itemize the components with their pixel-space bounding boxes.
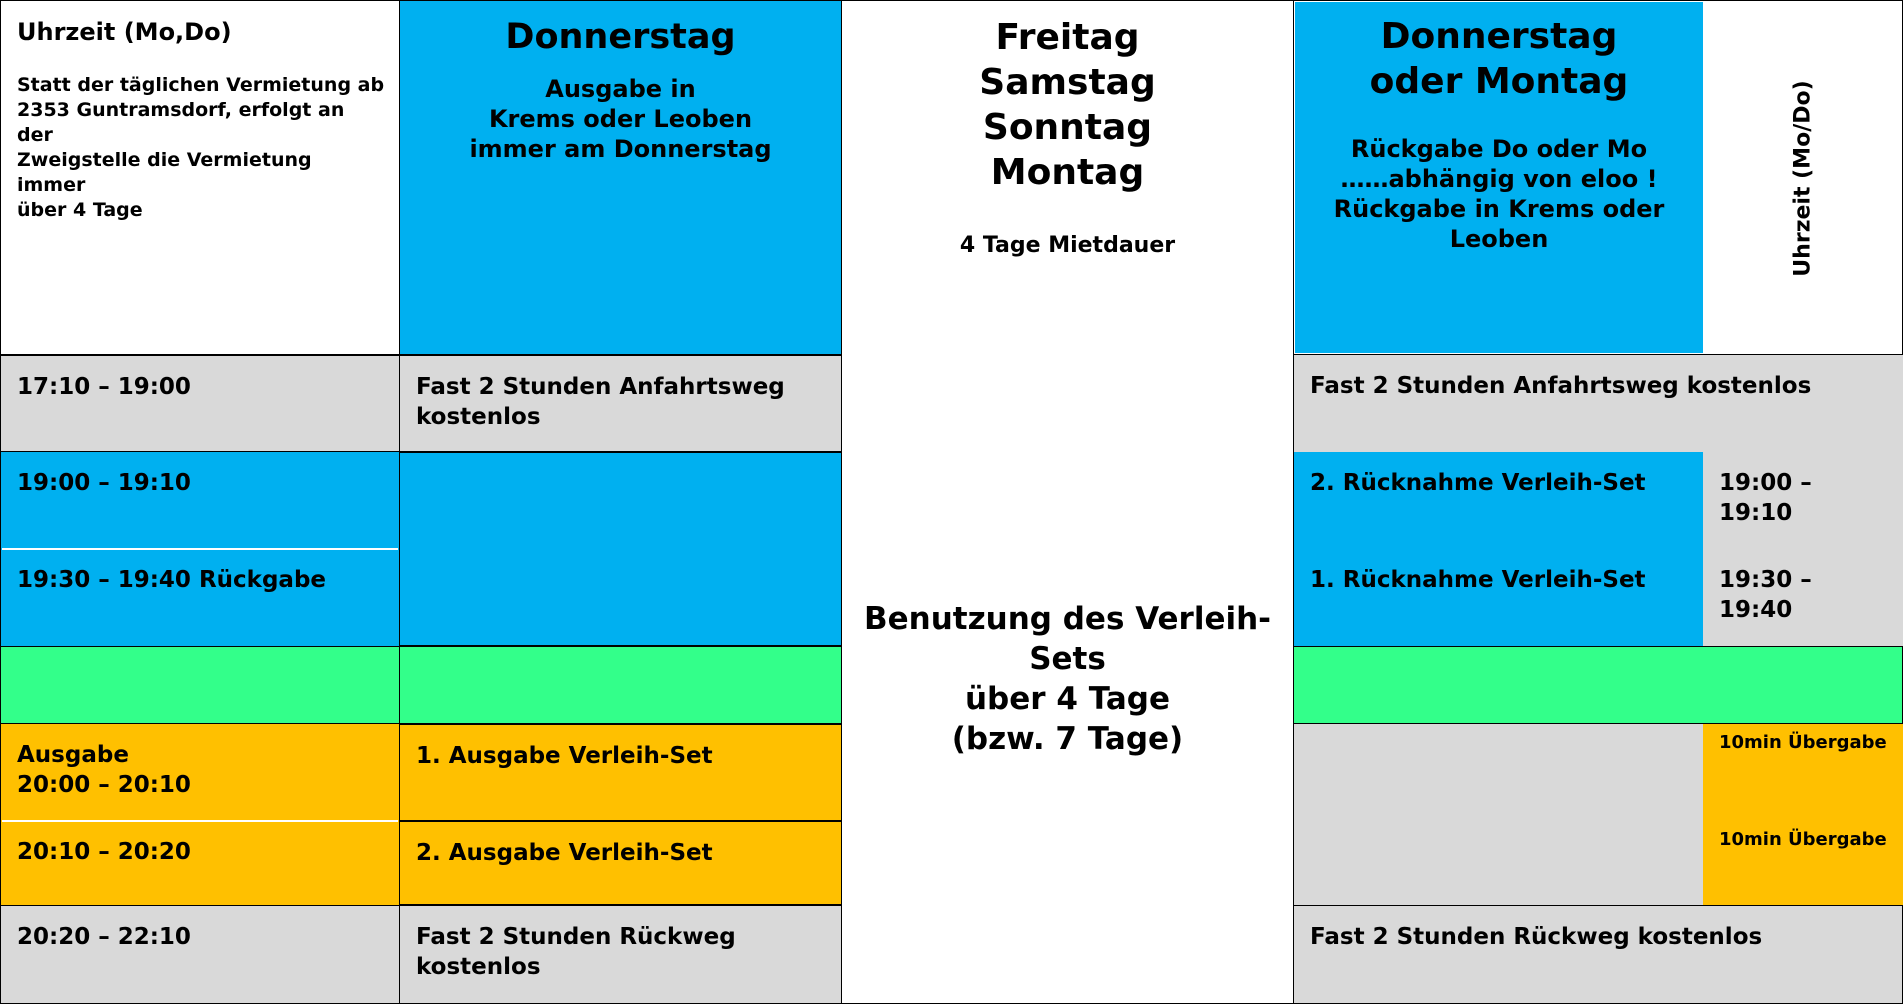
return-sub: Rückgabe Do oder Mo ……abhängig von eloo ! Rückgabe in Krems oder Leoben [1333, 135, 1665, 253]
ruecknahme-2-cell: 2. Rücknahme Verleih-Set [1293, 452, 1703, 549]
return-time-1900: 19:00 – 19:10 [1703, 452, 1903, 549]
time-row-1930: 19:30 – 19:40 Rückgabe [0, 549, 400, 646]
time-row-rueckweg: 20:20 – 22:10 [0, 905, 400, 1004]
uebergabe-1-cell: 10min Übergabe [1703, 724, 1903, 821]
time-row-break [0, 646, 400, 724]
time-header-rotated: Uhrzeit (Mo/Do) [1790, 80, 1816, 277]
donnerstag-green-row [399, 646, 842, 724]
time-row-ausgabe-2: 20:10 – 20:20 [0, 821, 400, 905]
row-separator [2, 820, 398, 822]
donnerstag-title: Donnerstag [505, 17, 736, 57]
donnerstag-header-cell [399, 0, 842, 355]
return-rueckweg-cell: Fast 2 Stunden Rückweg kostenlos [1293, 905, 1903, 1004]
ausgabe-1-cell: 1. Ausgabe Verleih-Set [399, 724, 842, 821]
donnerstag-blue-block [399, 452, 842, 646]
uebergabe-2-cell: 10min Übergabe [1703, 821, 1903, 905]
usage-text: Benutzung des Verleih- Sets über 4 Tage (bzw. 7 Tage) [863, 601, 1272, 757]
return-anfahrt-cell: Fast 2 Stunden Anfahrtsweg kostenlos [1293, 355, 1903, 452]
donnerstag-sub: Ausgabe in Krems oder Leoben immer am Donnerstag [469, 75, 772, 163]
note-line: über 4 Tage [17, 199, 143, 221]
note-line: Statt der täglichen Vermietung ab [17, 74, 385, 96]
weekday-list: Freitag Samstag Sonntag Montag [979, 17, 1156, 193]
return-header-cell: Donnerstag oder Montag Rückgabe Do oder Mo ……abhängig von eloo ! Rückgabe in Krems oder Leoben [1295, 2, 1703, 353]
rueckweg-cell: Fast 2 Stunden Rückweg kostenlos [399, 905, 842, 1004]
time-header-cell [0, 0, 400, 355]
anfahrt-cell: Fast 2 Stunden Anfahrtsweg kostenlos [399, 355, 842, 452]
return-green-row [1293, 646, 1903, 724]
time-header-note [17, 73, 385, 223]
time-row-1900: 19:00 – 19:10 [0, 452, 400, 549]
note-line: Zweigstelle die Vermietung immer [17, 149, 312, 196]
return-empty-gray [1293, 724, 1703, 905]
rental-days-column [841, 0, 1294, 1004]
ruecknahme-1-cell: 1. Rücknahme Verleih-Set [1293, 549, 1703, 646]
ausgabe-2-cell: 2. Ausgabe Verleih-Set [399, 821, 842, 905]
rental-duration: 4 Tage Mietdauer [959, 233, 1176, 258]
time-row-ausgabe-1: Ausgabe 20:00 – 20:10 [0, 724, 400, 821]
row-separator [2, 548, 398, 550]
note-line: 2353 Guntramsdorf, erfolgt an der [17, 99, 345, 146]
return-time-1930: 19:30 – 19:40 [1703, 549, 1903, 646]
time-row-anfahrt: 17:10 – 19:00 [0, 355, 400, 452]
time-header-title: Uhrzeit (Mo,Do) [17, 18, 232, 46]
